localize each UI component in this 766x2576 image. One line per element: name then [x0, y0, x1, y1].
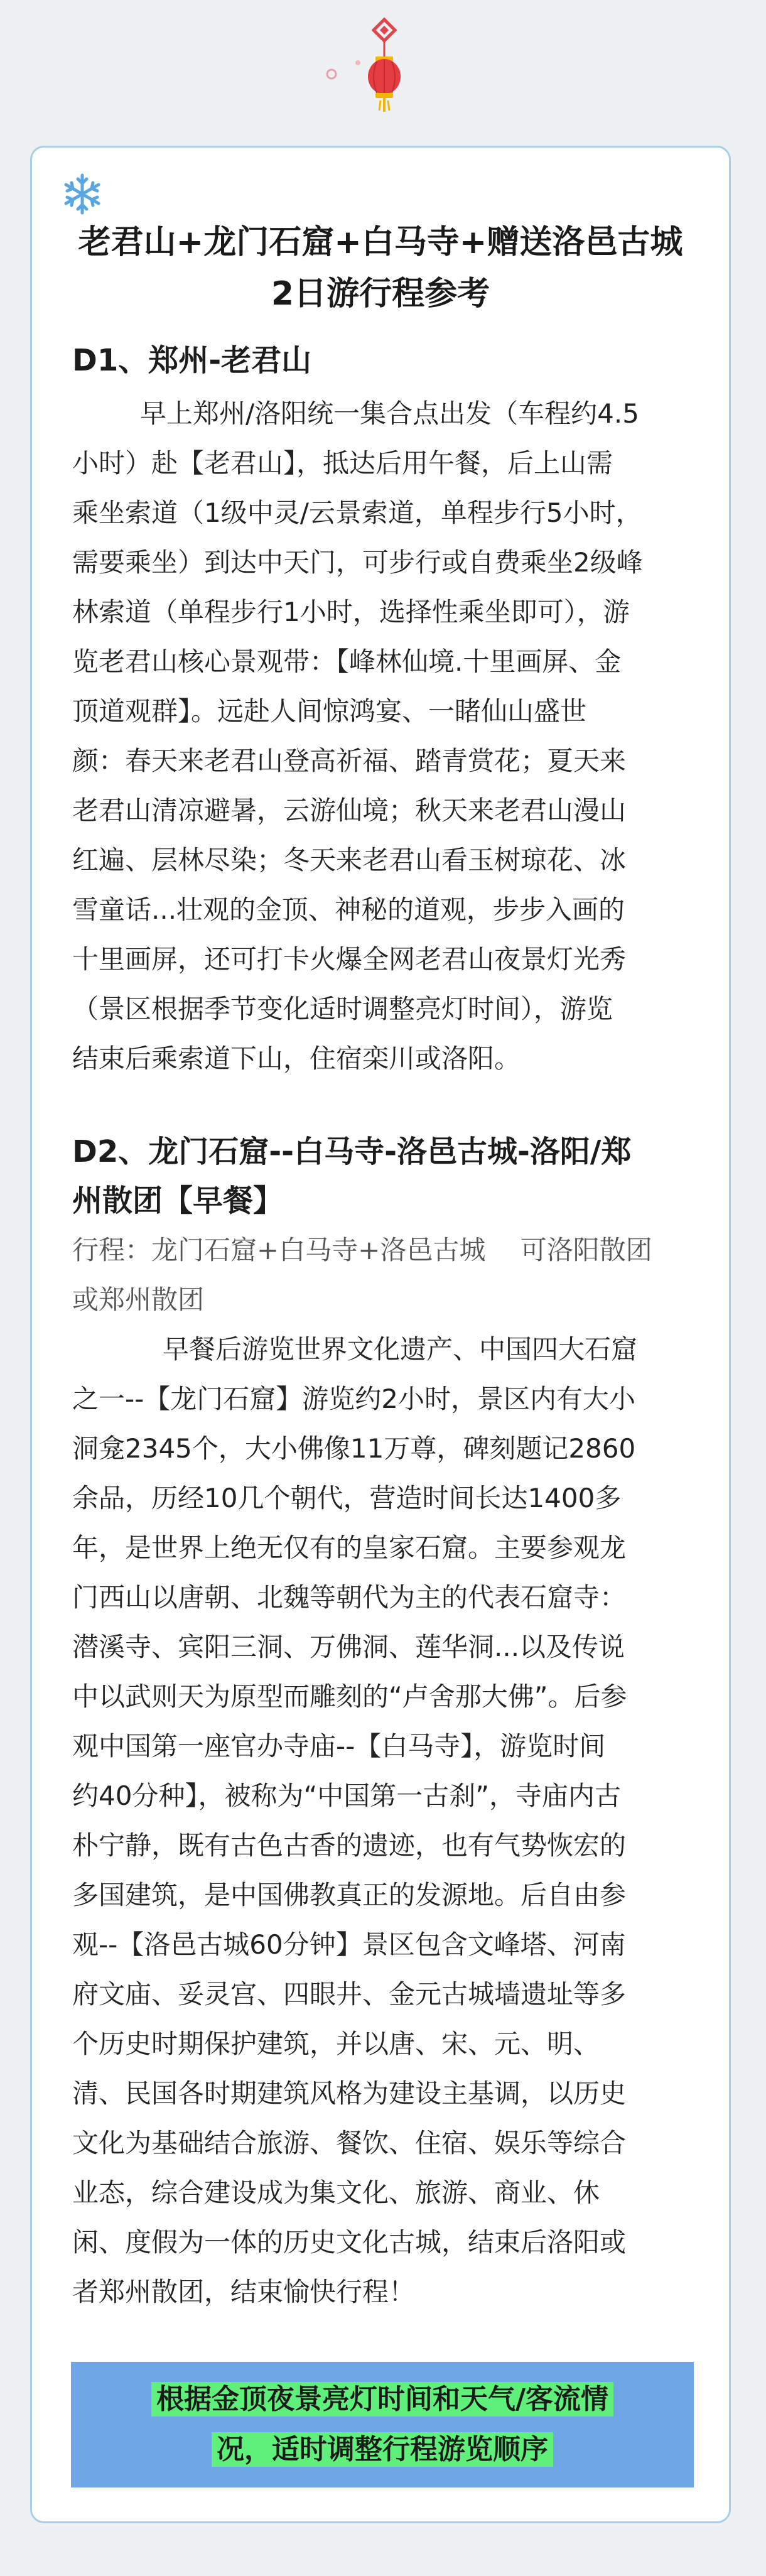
lantern-knot-icon: [0, 0, 766, 126]
day1-line: 红遍、层林尽染；冬天来老君山看玉树琼花、冰: [72, 845, 627, 875]
title-line-1: 老君山+龙门石窟+白马寺+赠送洛邑古城: [78, 224, 683, 261]
day2-line: 中以武则天为原型而雕刻的“卢舍那大佛”。后参: [72, 1681, 627, 1712]
day1-line: 览老君山核心景观带：【峰林仙境.十里画屏、金: [72, 646, 622, 677]
day2-line: 余品，历经10几个朝代，营造时间长达1400多: [72, 1483, 622, 1513]
day1-line: 早上郑州/洛阳统一集合点出发（车程约4.5: [140, 398, 639, 429]
day2-line: 门西山以唐朝、北魏等朝代为主的代表石窟寺：: [72, 1582, 627, 1613]
day2-line: 朴宁静，既有古色古香的遗迹，也有气势恢宏的: [72, 1830, 627, 1861]
day2-heading: [72, 1127, 694, 1225]
day1-line: 雪童话...壮观的金顶、神秘的道观，步步入画的: [72, 894, 625, 925]
day2-section: [72, 1127, 694, 2317]
day2-heading-line-1: D2、龙门石窟--白马寺-洛邑古城-洛阳/郑: [72, 1134, 632, 1169]
day1-paragraph: [72, 389, 694, 1083]
day2-line: 之一--【龙门石窟】游览约2小时，景区内有大小: [72, 1383, 636, 1414]
day2-line: 多国建筑，是中国佛教真正的发源地。后自由参: [72, 1880, 627, 1910]
day2-line: 闲、度假为一体的历史文化古城，结束后洛阳或: [72, 2227, 627, 2258]
snowflake-icon: [60, 171, 105, 217]
day2-line: 年，是世界上绝无仅有的皇家石窟。主要参观龙: [72, 1532, 627, 1563]
notice-line-2: 况，适时调整行程游览顺序: [212, 2432, 553, 2467]
day1-line: 小时）赴【老君山】，抵达后用午餐，后上山需: [72, 448, 613, 479]
notice-line-1: 根据金顶夜景亮灯时间和天气/客流情: [151, 2382, 613, 2416]
day2-route: [72, 1225, 694, 1324]
day2-line: 个历史时期保护建筑，并以唐、宋、元、明、: [72, 2028, 600, 2059]
day1-line: 乘坐索道（1级中灵/云景索道，单程步行5小时，: [72, 497, 642, 528]
day2-line: 约40分种】，被称为“中国第一古刹”，寺庙内古: [72, 1780, 621, 1811]
day2-route-line-2: 或郑州散团: [72, 1284, 205, 1315]
day2-line: 早餐后游览世界文化遗产、中国四大石窟: [163, 1334, 638, 1365]
day2-line: 观中国第一座官办寺庙--【白马寺】，游览时间: [72, 1731, 606, 1762]
day2-route-line-1: 行程：龙门石窟+白马寺+洛邑古城 可洛阳散团: [72, 1235, 652, 1265]
day2-heading-line-2: 州散团【早餐】: [72, 1183, 284, 1218]
notice-banner: [71, 2362, 694, 2487]
day2-line: 府文庙、妥灵宫、四眼井、金元古城墙遗址等多: [72, 1979, 627, 2010]
day1-line: 需要乘坐）到达中天门，可步行或自费乘坐2级峰: [72, 547, 643, 578]
day1-line: 结束后乘索道下山，住宿栾川或洛阳。: [72, 1043, 521, 1074]
day2-line: 清、民国各时期建筑风格为建设主基调，以历史: [72, 2078, 627, 2109]
day1-line: 林索道（单程步行1小时，选择性乘坐即可），游: [72, 597, 630, 627]
notice-text: [151, 2374, 613, 2475]
day2-line: 业态，综合建设成为集文化、旅游、商业、休: [72, 2177, 600, 2208]
top-decoration: [0, 0, 766, 126]
day1-heading: D1、郑州-老君山: [72, 343, 312, 378]
day1-line: 顶道观群】。远赴人间惊鸿宴、一睹仙山盛世: [72, 696, 587, 727]
day1-line: 十里画屏，还可打卡火爆全网老君山夜景灯光秀: [72, 944, 627, 975]
day1-line: 颜：春天来老君山登高祈福、踏青赏花；夏天来: [72, 745, 627, 776]
day2-paragraph: [72, 1324, 694, 2317]
page-title: [32, 217, 729, 320]
day1-line: 老君山清凉避暑，云游仙境；秋天来老君山漫山: [72, 795, 627, 826]
day2-line: 文化为基础结合旅游、餐饮、住宿、娱乐等综合: [72, 2128, 627, 2158]
day1-section: [72, 336, 694, 1083]
day2-line: 者郑州散团，结束愉快行程！: [72, 2276, 416, 2307]
day2-line: 潜溪寺、宾阳三洞、万佛洞、莲华洞...以及传说: [72, 1632, 625, 1662]
title-line-2: 2日游行程参考: [271, 275, 490, 313]
day1-line: （景区根据季节变化适时调整亮灯时间），游览: [72, 993, 613, 1024]
itinerary-card: [30, 146, 731, 2523]
day2-line: 观--【洛邑古城60分钟】景区包含文峰塔、河南: [72, 1929, 626, 1960]
day2-line: 洞龛2345个，大小佛像11万尊，碑刻题记2860: [72, 1433, 636, 1464]
